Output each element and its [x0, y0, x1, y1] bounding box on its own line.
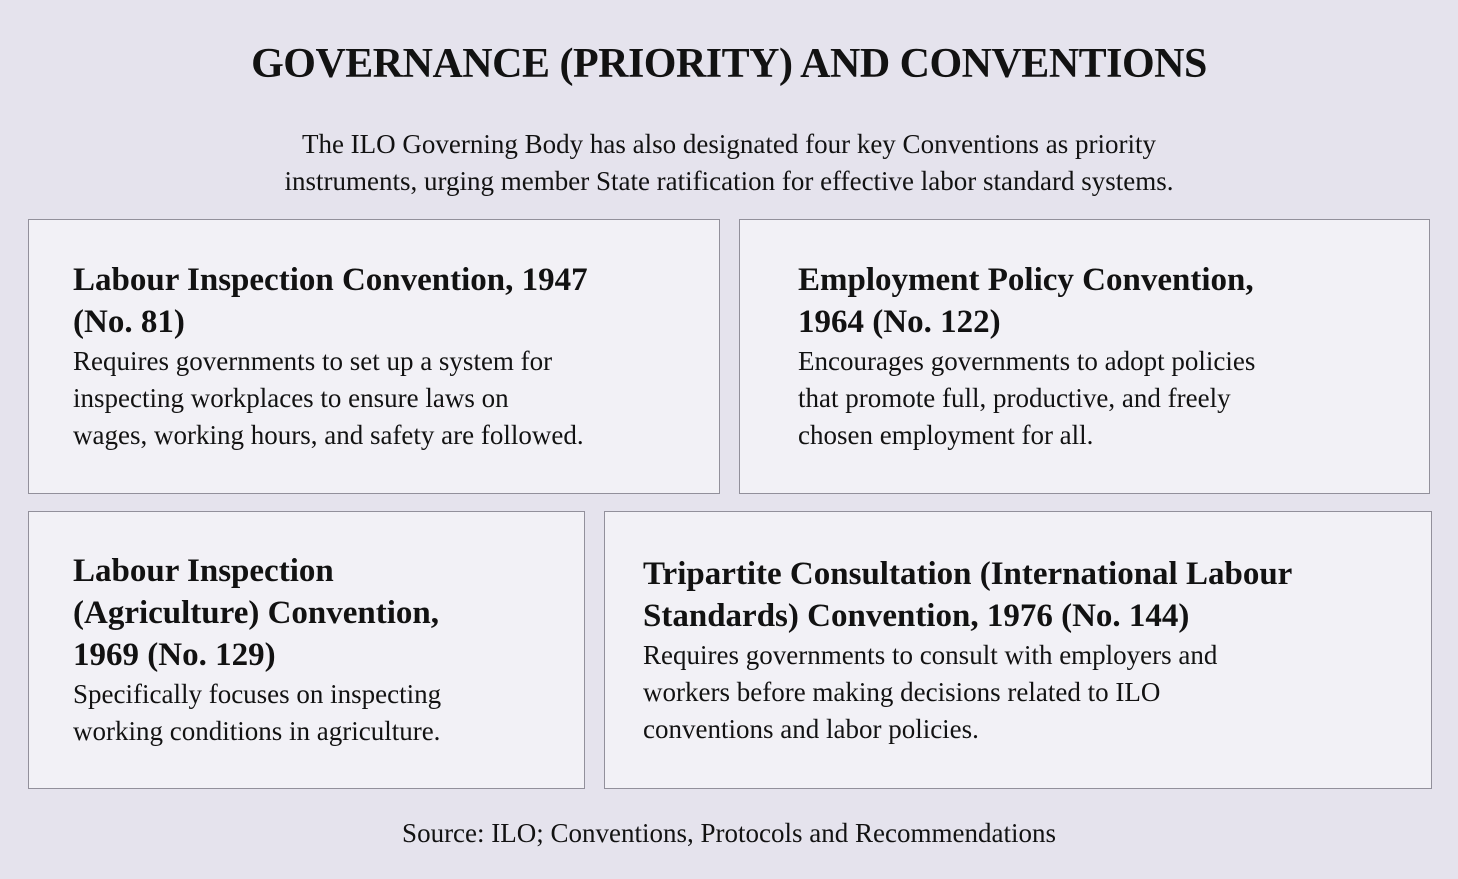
card-employment-policy-convention-122	[739, 219, 1430, 494]
card-body	[643, 637, 1403, 748]
card-title-line: Standards) Convention, 1976 (No. 144)	[643, 597, 1190, 634]
card-labour-inspection-agriculture-129	[28, 511, 585, 789]
card-body	[798, 343, 1401, 454]
card-body-line: Requires governments to consult with employers and	[643, 639, 1218, 670]
card-body-line: conventions and labor policies.	[643, 713, 979, 744]
card-title-line: 1964 (No. 122)	[798, 304, 1001, 340]
card-body-line: Requires governments to set up a system for	[73, 346, 553, 376]
card-body-line: inspecting workplaces to ensure laws on	[73, 383, 509, 413]
card-title-line: (No. 81)	[73, 304, 185, 340]
source-note: Source: ILO; Conventions, Protocols and Recommendations	[402, 818, 1056, 848]
card-body-line: wages, working hours, and safety are followed.	[73, 420, 584, 450]
card-title-line: 1969 (No. 129)	[73, 637, 276, 673]
card-title-line: Tripartite Consultation (International Labour	[643, 555, 1293, 592]
subtitle-line-1: The ILO Governing Body has also designated four key Conventions as priority	[301, 129, 1157, 159]
subtitle-line-2: instruments, urging member State ratification for effective labor standard systems.	[284, 166, 1174, 196]
card-title-line: (Agriculture) Convention,	[73, 595, 440, 631]
page-subtitle	[0, 126, 1458, 200]
card-title	[73, 259, 691, 343]
card-body	[73, 676, 556, 750]
card-title	[798, 259, 1401, 343]
card-title	[73, 550, 556, 676]
card-body-line: that promote full, productive, and freely	[798, 383, 1231, 413]
card-body-line: Specifically focuses on inspecting	[73, 679, 442, 709]
page-title: GOVERNANCE (PRIORITY) AND CONVENTIONS	[251, 41, 1207, 87]
card-body-line: workers before making decisions related to ILO	[643, 676, 1161, 707]
card-title	[643, 553, 1403, 637]
card-tripartite-consultation-144	[604, 511, 1432, 789]
card-title-line: Employment Policy Convention,	[798, 262, 1254, 298]
card-body-line: chosen employment for all.	[798, 420, 1094, 450]
card-body	[73, 343, 691, 454]
card-labour-inspection-convention-81	[28, 219, 720, 494]
card-body-line: Encourages governments to adopt policies	[798, 346, 1256, 376]
card-body-line: working conditions in agriculture.	[73, 716, 441, 746]
card-title-line: Labour Inspection	[73, 553, 334, 589]
card-title-line: Labour Inspection Convention, 1947	[73, 262, 588, 298]
